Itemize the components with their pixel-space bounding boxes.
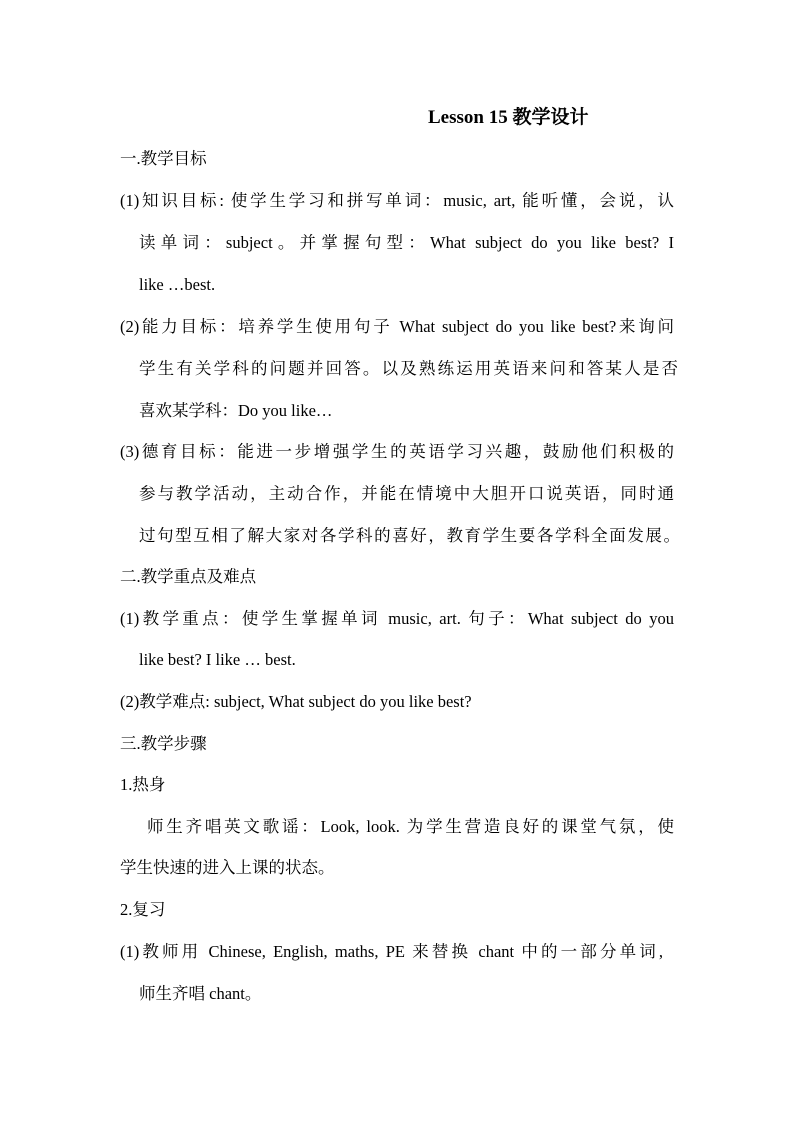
objective-moral-line-2: 参与教学活动，主动合作，并能在情境中大胆开口说英语，同时通: [139, 484, 674, 503]
key-point-line-2: like best? I like … best.: [139, 650, 296, 669]
objective-moral-line-1: (3)德育目标：能进一步增强学生的英语学习兴趣，鼓励他们积极的: [120, 442, 674, 461]
objective-moral-line-3: 过句型互相了解大家对各学科的喜好，教育学生要各学科全面发展。: [139, 526, 680, 545]
section-heading-steps: 三.教学步骤: [120, 734, 207, 753]
step-warmup-line-1: 师生齐唱英文歌谣：Look, look. 为学生营造良好的课堂气氛，使: [147, 817, 674, 836]
key-point-line-1: (1)教学重点：使学生掌握单词 music, art. 句子：What subject do you: [120, 609, 674, 628]
objective-knowledge-line-3: like …best.: [139, 275, 216, 294]
objective-knowledge-line-2: 读单词：subject。并掌握句型：What subject do you like best? I: [139, 233, 674, 252]
objective-ability-line-1: (2)能力目标：培养学生使用句子 What subject do you like best?来询问: [120, 317, 674, 336]
step-review-line-1: (1)教师用 Chinese, English, maths, PE 来替换 chant 中的一部分单词,: [120, 942, 663, 961]
objective-ability-line-2: 学生有关学科的问题并回答。以及熟练运用英语来问和答某人是否: [139, 359, 678, 378]
step-review-line-2: 师生齐唱 chant。: [139, 984, 262, 1003]
step-warmup-line-2: 学生快速的进入上课的状态。: [120, 858, 335, 877]
objective-knowledge-line-1: (1)知识目标: 使学生学习和拼写单词：music, art, 能听懂，会说，认: [120, 191, 674, 210]
objective-ability-line-3: 喜欢某学科：Do you like…: [139, 401, 333, 420]
section-heading-key-points: 二.教学重点及难点: [120, 567, 257, 586]
step-warmup-heading: 1.热身: [120, 775, 166, 794]
page-title: Lesson 15 教学设计: [428, 107, 589, 128]
section-heading-objectives: 一.教学目标: [120, 149, 207, 168]
difficult-point-line-1: (2)教学难点: subject, What subject do you like best?: [120, 692, 472, 711]
step-review-heading: 2.复习: [120, 900, 166, 919]
